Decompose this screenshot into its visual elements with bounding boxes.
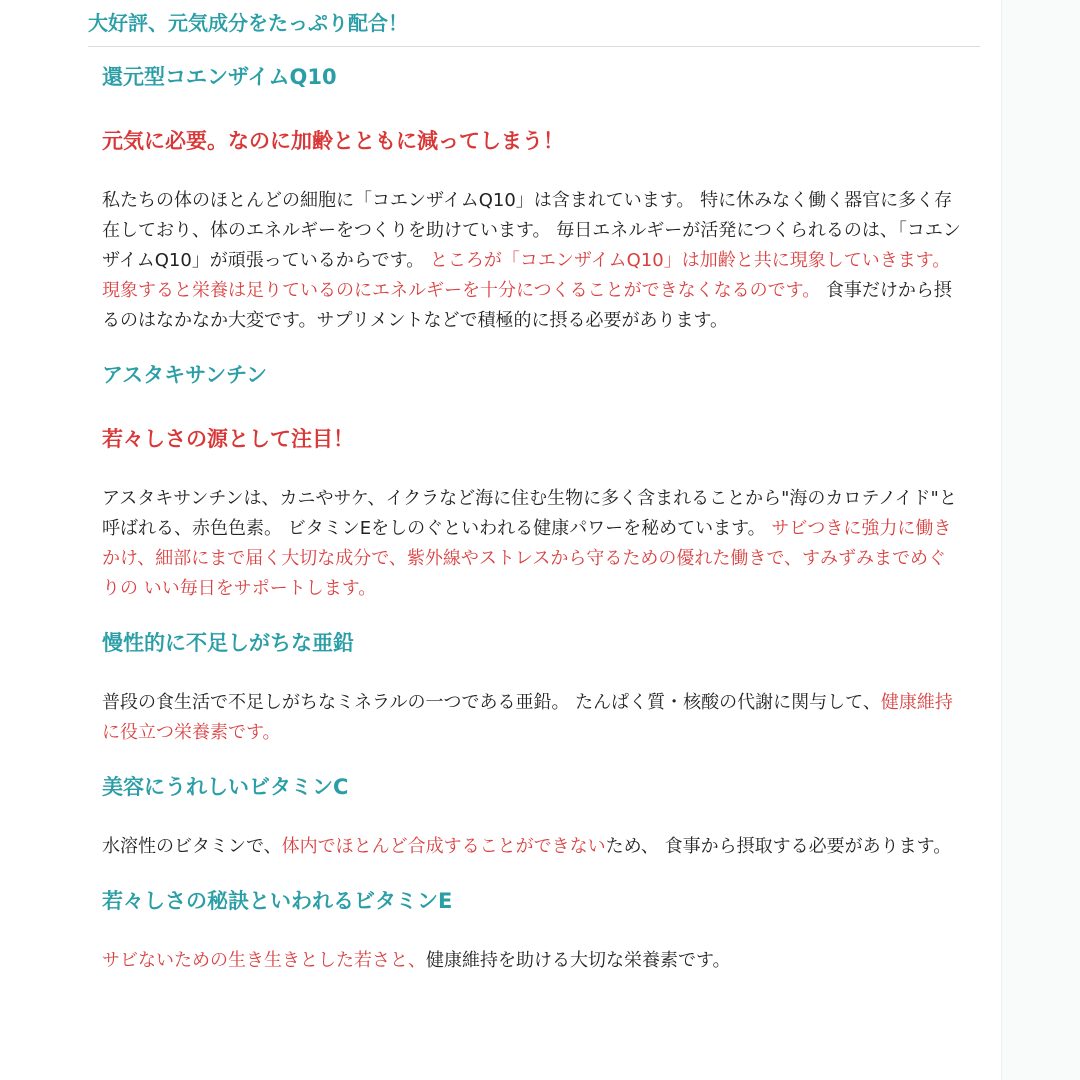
paragraph-highlight: 健康維持に役立つ栄養素です。 [102,692,953,743]
paragraph-text: アスタキサンチンは、カニやサケ、イクラなど海に住む生物に多く含まれることから"海のカロテノイド"と呼ばれる、赤色色素。 ビタミンEをしのぐといわれる健康パワーを秘めています。 [102,488,957,539]
section-paragraph-coq10 [102,186,962,336]
paragraph-highlight: サビないための生き生きとした若さと、 [102,950,426,971]
section-paragraph-vitamin-c [102,832,962,862]
content-area [102,48,962,976]
paragraph-highlight: ところが「コエンザイムQ10」は加齢と共に現象していきます。 現象すると栄養は足りているのにエネルギーを十分につくることができなくなるのです。 [102,250,951,301]
section-subtitle-astaxanthin: 若々しさの源として注目！ [102,427,354,451]
section-title-coq10: 還元型コエンザイムQ10 [102,65,337,89]
right-gutter [1001,0,1080,1080]
page-heading: 大好評、元気成分をたっぷり配合！ [88,8,980,47]
section-paragraph-vitamin-e [102,946,962,976]
paragraph-text: ため、 食事から摂取する必要があります。 [605,836,952,857]
paragraph-highlight: サビつきに強力に働きかけ、細部にまで届く大切な成分で、紫外線やストレスから守るための優れた働きで、すみずみまでめぐりの いい毎日をサポートします。 [102,518,952,599]
section-title-vitamin-c: 美容にうれしいビタミンC [102,775,349,799]
paragraph-highlight: 体内でほとんど合成することができない [281,836,606,857]
paragraph-text: 健康維持を助ける大切な栄養素です。 [426,950,731,971]
section-title-zinc: 慢性的に不足しがちな亜鉛 [102,631,354,655]
section-subtitle-coq10: 元気に必要。なのに加齢とともに減ってしまう！ [102,129,564,153]
paragraph-text: 普段の食生活で不足しがちなミネラルの一つである亜鉛。 たんぱく質・核酸の代謝に関与して、 [102,692,881,713]
paragraph-text: 私たちの体のほとんどの細胞に「コエンザイムQ10」は含まれています。 特に休みなく働く器官に多く存在しており、体のエネルギーをつくりを助けています。 毎日エネルギーが活発につくられるのは、「コエンザイムQ10」が頑張っているからです。 [102,190,961,271]
section-paragraph-astaxanthin [102,484,962,604]
paragraph-text: 水溶性のビタミンで、 [102,836,282,857]
section-title-astaxanthin: アスタキサンチン [102,363,268,387]
paragraph-text: 食事だけから摂るのはなかなか大変です。サプリメントなどで積極的に摂る必要があります。 [102,280,952,331]
section-paragraph-zinc [102,688,962,748]
section-title-vitamin-e: 若々しさの秘訣といわれるビタミンE [102,889,453,913]
